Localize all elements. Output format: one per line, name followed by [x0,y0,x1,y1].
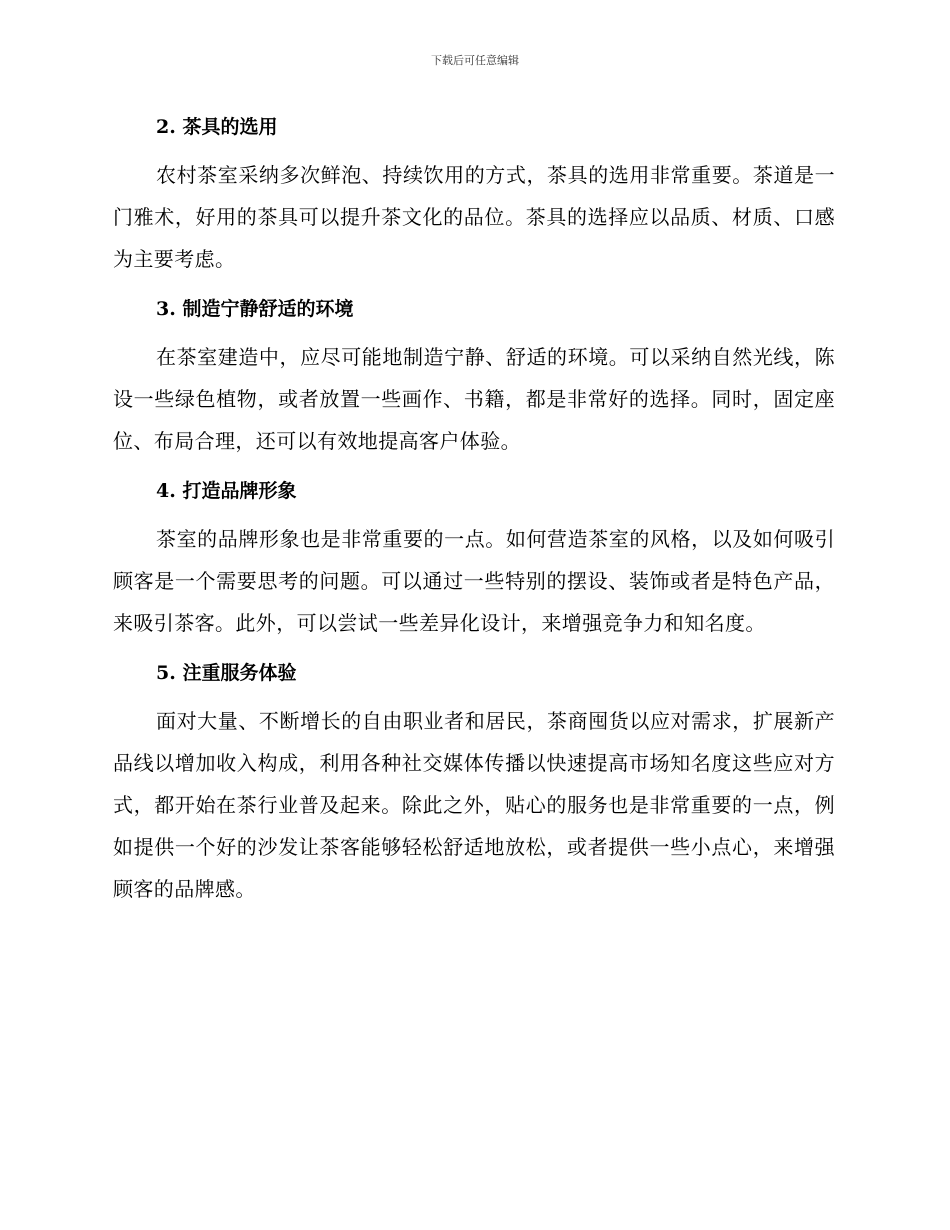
page-header: 下载后可任意编辑 [431,54,519,67]
section-paragraph: 面对大量、不断增长的自由职业者和居民，茶商囤货以应对需求，扩展新产品线以增加收入构成，利用各种社交媒体传播以快速提高市场知名度这些应对方式，都开始在茶行业普及起来。除此之外，贴心的服务也是非常重要的一点，例如提供一个好的沙发让茶客能够轻松舒适地放松，或者提供一些小点心，来增强顾客的品牌感。 [113,709,835,901]
section-tea-ware [113,108,835,280]
section-paragraph: 农村茶室采纳多次鲜泡、持续饮用的方式，茶具的选用非常重要。茶道是一门雅术，好用的茶具可以提升茶文化的品位。茶具的选择应以品质、材质、口感为主要考虑。 [113,163,835,271]
section-service-experience [113,654,835,910]
section-paragraph: 茶室的品牌形象也是非常重要的一点。如何营造茶室的风格，以及如何吸引顾客是一个需要思考的问题。可以通过一些特别的摆设、装饰或者是特色产品，来吸引茶客。此外，可以尝试一些差异化设计，来增强竞争力和知名度。 [113,527,835,635]
document-content [113,108,835,920]
section-heading: 2. 茶具的选用 [156,116,278,138]
section-environment [113,290,835,462]
section-paragraph: 在茶室建造中，应尽可能地制造宁静、舒适的环境。可以采纳自然光线，陈设一些绿色植物，或者放置一些画作、书籍，都是非常好的选择。同时，固定座位、布局合理，还可以有效地提高客户体验。 [113,345,835,453]
section-heading: 3. 制造宁静舒适的环境 [156,298,354,320]
section-heading: 5. 注重服务体验 [156,662,297,684]
section-heading: 4. 打造品牌形象 [156,480,297,502]
section-brand-image [113,472,835,644]
